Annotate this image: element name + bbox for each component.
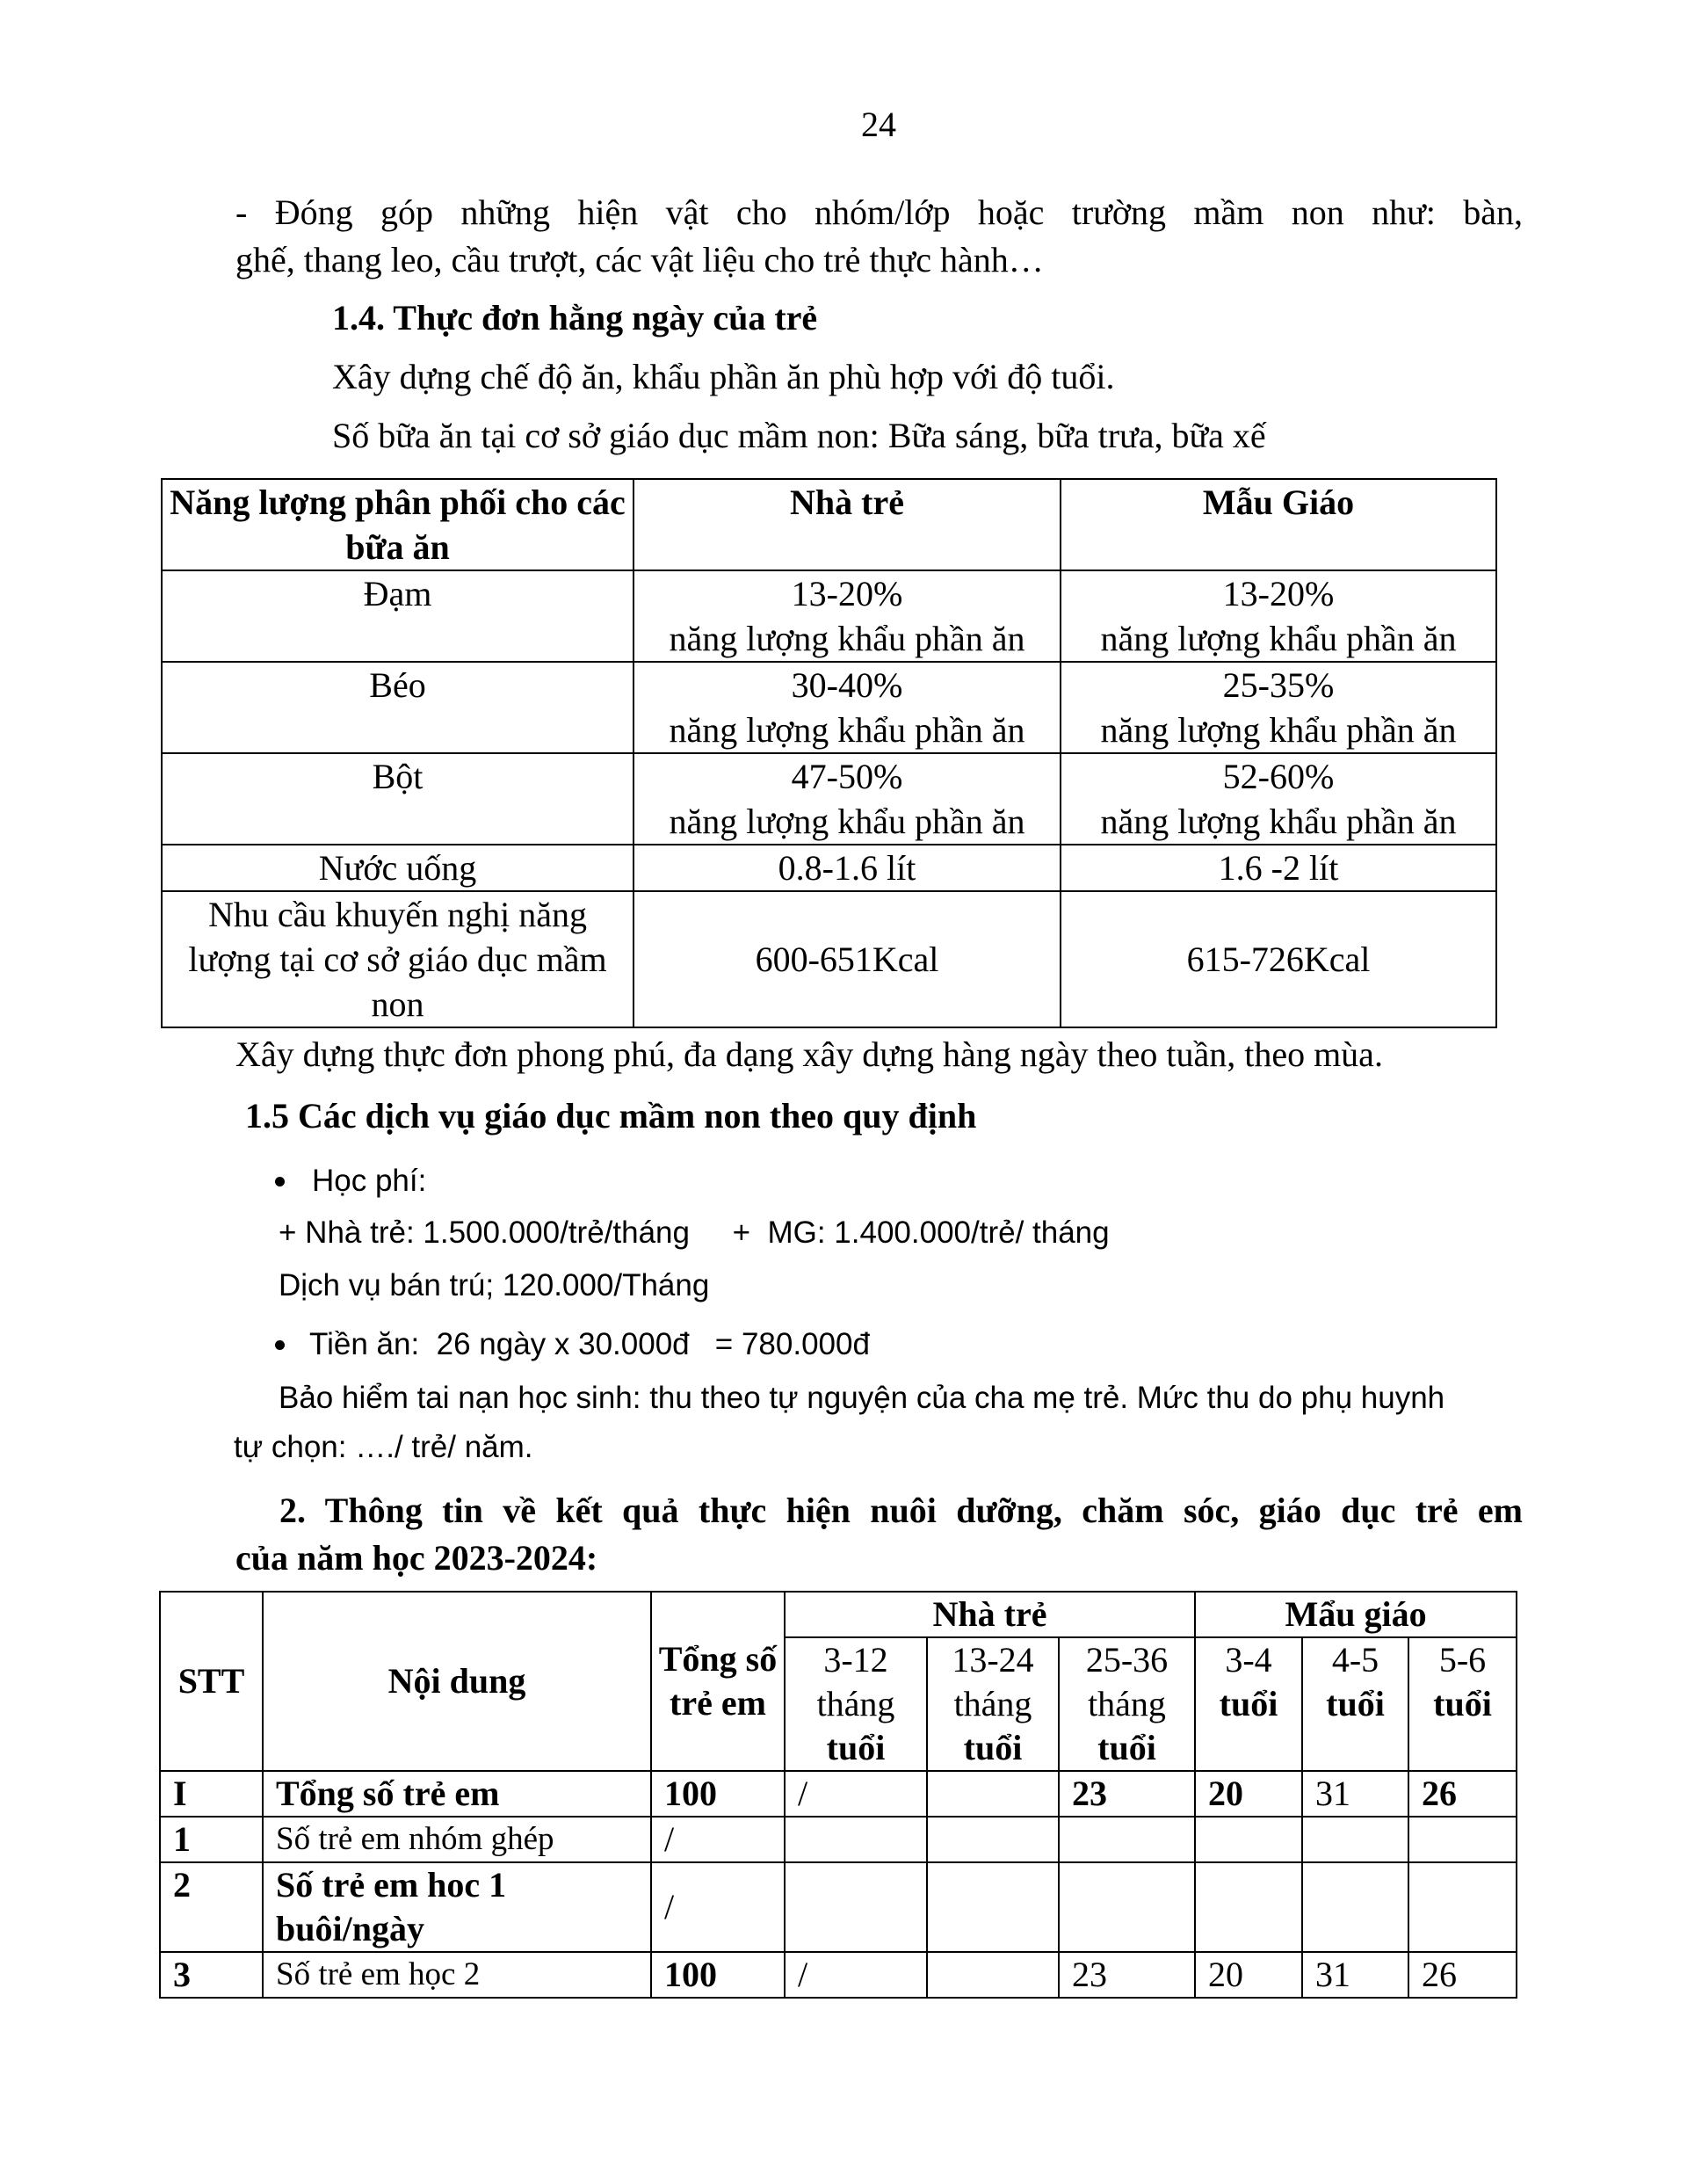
energy-cell-mau-giao: 1.6 -2 lít — [1061, 845, 1496, 891]
table-row — [162, 662, 1496, 753]
results-header-row-1 — [160, 1592, 1517, 1637]
age-unit: tuổi — [1433, 1684, 1492, 1723]
header-total: Tổng số trẻ em — [651, 1637, 785, 1771]
heading-2-line-2: của năm học 2023-2024: — [235, 1538, 598, 1578]
donation-line-2: ghế, thang leo, cầu trượt, các vật liệu cho trẻ thực hành… — [235, 240, 1044, 279]
age-range: 4-5 — [1331, 1640, 1379, 1680]
para-meals: Số bữa ăn tại cơ sở giáo dục mầm non: Bữa sáng, bữa trưa, bữa xế — [332, 416, 1266, 455]
row-cell: 31 — [1302, 1952, 1408, 1998]
row-cell — [1059, 1817, 1195, 1862]
row-content: Số trẻ em hoc 1 buôi/ngày — [263, 1862, 651, 1952]
row-total: 100 — [651, 1952, 785, 1998]
energy-note: năng lượng khẩu phần ăn — [669, 802, 1025, 841]
row-stt: 2 — [160, 1862, 263, 1952]
energy-note: năng lượng khẩu phần ăn — [1100, 710, 1457, 750]
row-cell — [785, 1817, 927, 1862]
row-content: Số trẻ em học 2 — [263, 1952, 651, 1998]
heading-2-line-1: 2. Thông tin về kết quả thực hiện nuôi dưỡng, chăm sóc, giáo dục trẻ em — [279, 1491, 1523, 1530]
row-cell — [927, 1771, 1059, 1817]
table-row — [160, 1862, 1517, 1952]
row-cell: / — [785, 1952, 927, 1998]
header-age-group — [785, 1637, 927, 1771]
energy-table-header — [162, 479, 1496, 570]
energy-cell-mau-giao — [1061, 570, 1496, 662]
row-content: Số trẻ em nhóm ghép — [263, 1817, 651, 1862]
tuition-line: + Nhà trẻ: 1.500.000/trẻ/tháng + MG: 1.400.000/trẻ/ tháng — [279, 1215, 1110, 1250]
row-cell — [1408, 1862, 1517, 1952]
row-cell: 31 — [1302, 1771, 1408, 1817]
header-nha-tre: Nhà trẻ — [785, 1592, 1195, 1637]
energy-value: 47-50% — [791, 757, 903, 796]
age-range: 5-6 — [1438, 1640, 1487, 1680]
header-age-group — [1302, 1637, 1408, 1771]
age-unit: tuổi — [963, 1728, 1023, 1767]
row-cell — [785, 1862, 927, 1952]
row-cell: 26 — [1408, 1952, 1517, 1998]
row-stt: 3 — [160, 1952, 263, 1998]
row-cell: 23 — [1059, 1771, 1195, 1817]
row-content: Tổng số trẻ em — [263, 1771, 651, 1817]
age-range: 25-36 tháng — [1085, 1640, 1169, 1723]
age-unit: tuổi — [826, 1728, 886, 1767]
heading-1-4: 1.4. Thực đơn hằng ngày của trẻ — [332, 298, 818, 337]
row-cell: 20 — [1195, 1771, 1302, 1817]
row-stt: 1 — [160, 1817, 263, 1862]
row-cell — [1302, 1817, 1408, 1862]
age-range: 13-24 tháng — [952, 1640, 1034, 1723]
row-total: / — [651, 1862, 785, 1952]
row-cell — [927, 1952, 1059, 1998]
row-cell: 20 — [1195, 1952, 1302, 1998]
energy-note: năng lượng khẩu phần ăn — [669, 619, 1025, 658]
energy-value: 13-20% — [791, 574, 903, 613]
energy-label: Bột — [162, 753, 634, 845]
header-stt: STT — [160, 1592, 263, 1771]
heading-1-5: 1.5 Các dịch vụ giáo dục mầm non theo quy định — [245, 1096, 977, 1136]
energy-label: Nhu cầu khuyến nghị năng lượng tại cơ sở giáo dục mầm non — [162, 891, 634, 1027]
energy-value: 52-60% — [1222, 757, 1335, 796]
age-range: 3-12 tháng — [816, 1640, 895, 1723]
donation-line-1: - Đóng góp những hiện vật cho nhóm/lớp hoặc trường mầm non như: bàn, — [235, 192, 1523, 232]
results-table — [159, 1591, 1517, 1999]
row-cell — [1302, 1862, 1408, 1952]
header-blank — [651, 1592, 785, 1637]
energy-label: Nước uống — [162, 845, 634, 891]
row-total: / — [651, 1817, 785, 1862]
table-row — [162, 753, 1496, 845]
table-row — [162, 845, 1496, 891]
energy-cell-nha-tre — [634, 753, 1061, 845]
boarding-fee: Dịch vụ bán trú; 120.000/Tháng — [279, 1268, 710, 1302]
age-range: 3-4 — [1225, 1640, 1272, 1680]
energy-header-nha-tre: Nhà trẻ — [634, 479, 1061, 570]
table-row — [160, 1771, 1517, 1817]
table-row — [162, 891, 1496, 1027]
table-row — [162, 570, 1496, 662]
age-unit: tuổi — [1219, 1684, 1278, 1723]
row-cell: / — [785, 1771, 927, 1817]
header-age-group — [927, 1637, 1059, 1771]
row-cell: 26 — [1408, 1771, 1517, 1817]
energy-header-category: Năng lượng phân phối cho các bữa ăn — [162, 479, 634, 570]
energy-note: năng lượng khẩu phần ăn — [1100, 619, 1457, 658]
bullet-icon — [275, 1340, 285, 1350]
energy-cell-nha-tre: 600-651Kcal — [634, 891, 1061, 1027]
energy-cell-nha-tre — [634, 662, 1061, 753]
meal-fee: Tiền ăn: 26 ngày x 30.000đ = 780.000đ — [309, 1327, 870, 1361]
insurance-line-2: tự chọn: …./ trẻ/ năm. — [234, 1430, 533, 1464]
row-cell — [927, 1817, 1059, 1862]
energy-value: 30-40% — [791, 665, 903, 705]
header-mau-giao: Mẩu giáo — [1195, 1592, 1517, 1637]
header-age-group — [1195, 1637, 1302, 1771]
bullet-icon — [275, 1177, 285, 1186]
energy-note: năng lượng khẩu phần ăn — [669, 710, 1025, 750]
energy-label: Đạm — [162, 570, 634, 662]
energy-label: Béo — [162, 662, 634, 753]
row-cell — [1195, 1862, 1302, 1952]
energy-cell-mau-giao — [1061, 753, 1496, 845]
energy-value: 25-35% — [1222, 665, 1335, 705]
header-content: Nội dung — [263, 1592, 651, 1771]
table-row — [160, 1817, 1517, 1862]
para-diet: Xây dựng chế độ ăn, khẩu phần ăn phù hợp với độ tuổi. — [332, 357, 1115, 396]
header-age-group — [1059, 1637, 1195, 1771]
row-cell — [927, 1862, 1059, 1952]
para-menu: Xây dựng thực đơn phong phú, đa dạng xây dựng hàng ngày theo tuần, theo mùa. — [235, 1034, 1383, 1074]
table-row — [160, 1952, 1517, 1998]
energy-note: năng lượng khẩu phần ăn — [1100, 802, 1457, 841]
row-total: 100 — [651, 1771, 785, 1817]
energy-cell-mau-giao: 615-726Kcal — [1061, 891, 1496, 1027]
row-stt: I — [160, 1771, 263, 1817]
row-cell — [1408, 1817, 1517, 1862]
energy-cell-mau-giao — [1061, 662, 1496, 753]
row-cell — [1195, 1817, 1302, 1862]
age-unit: tuổi — [1097, 1728, 1156, 1767]
header-age-group — [1408, 1637, 1517, 1771]
page-number: 24 — [861, 105, 896, 144]
row-cell — [1059, 1862, 1195, 1952]
energy-cell-nha-tre: 0.8-1.6 lít — [634, 845, 1061, 891]
tuition-label: Học phí: — [312, 1164, 427, 1198]
energy-table — [161, 478, 1497, 1028]
energy-value: 13-20% — [1222, 574, 1335, 613]
row-cell: 23 — [1059, 1952, 1195, 1998]
insurance-line-1: Bảo hiểm tai nạn học sinh: thu theo tự nguyện của cha mẹ trẻ. Mức thu do phụ huynh — [279, 1381, 1445, 1415]
age-unit: tuổi — [1326, 1684, 1385, 1723]
energy-header-mau-giao: Mẫu Giáo — [1061, 479, 1496, 570]
energy-cell-nha-tre — [634, 570, 1061, 662]
